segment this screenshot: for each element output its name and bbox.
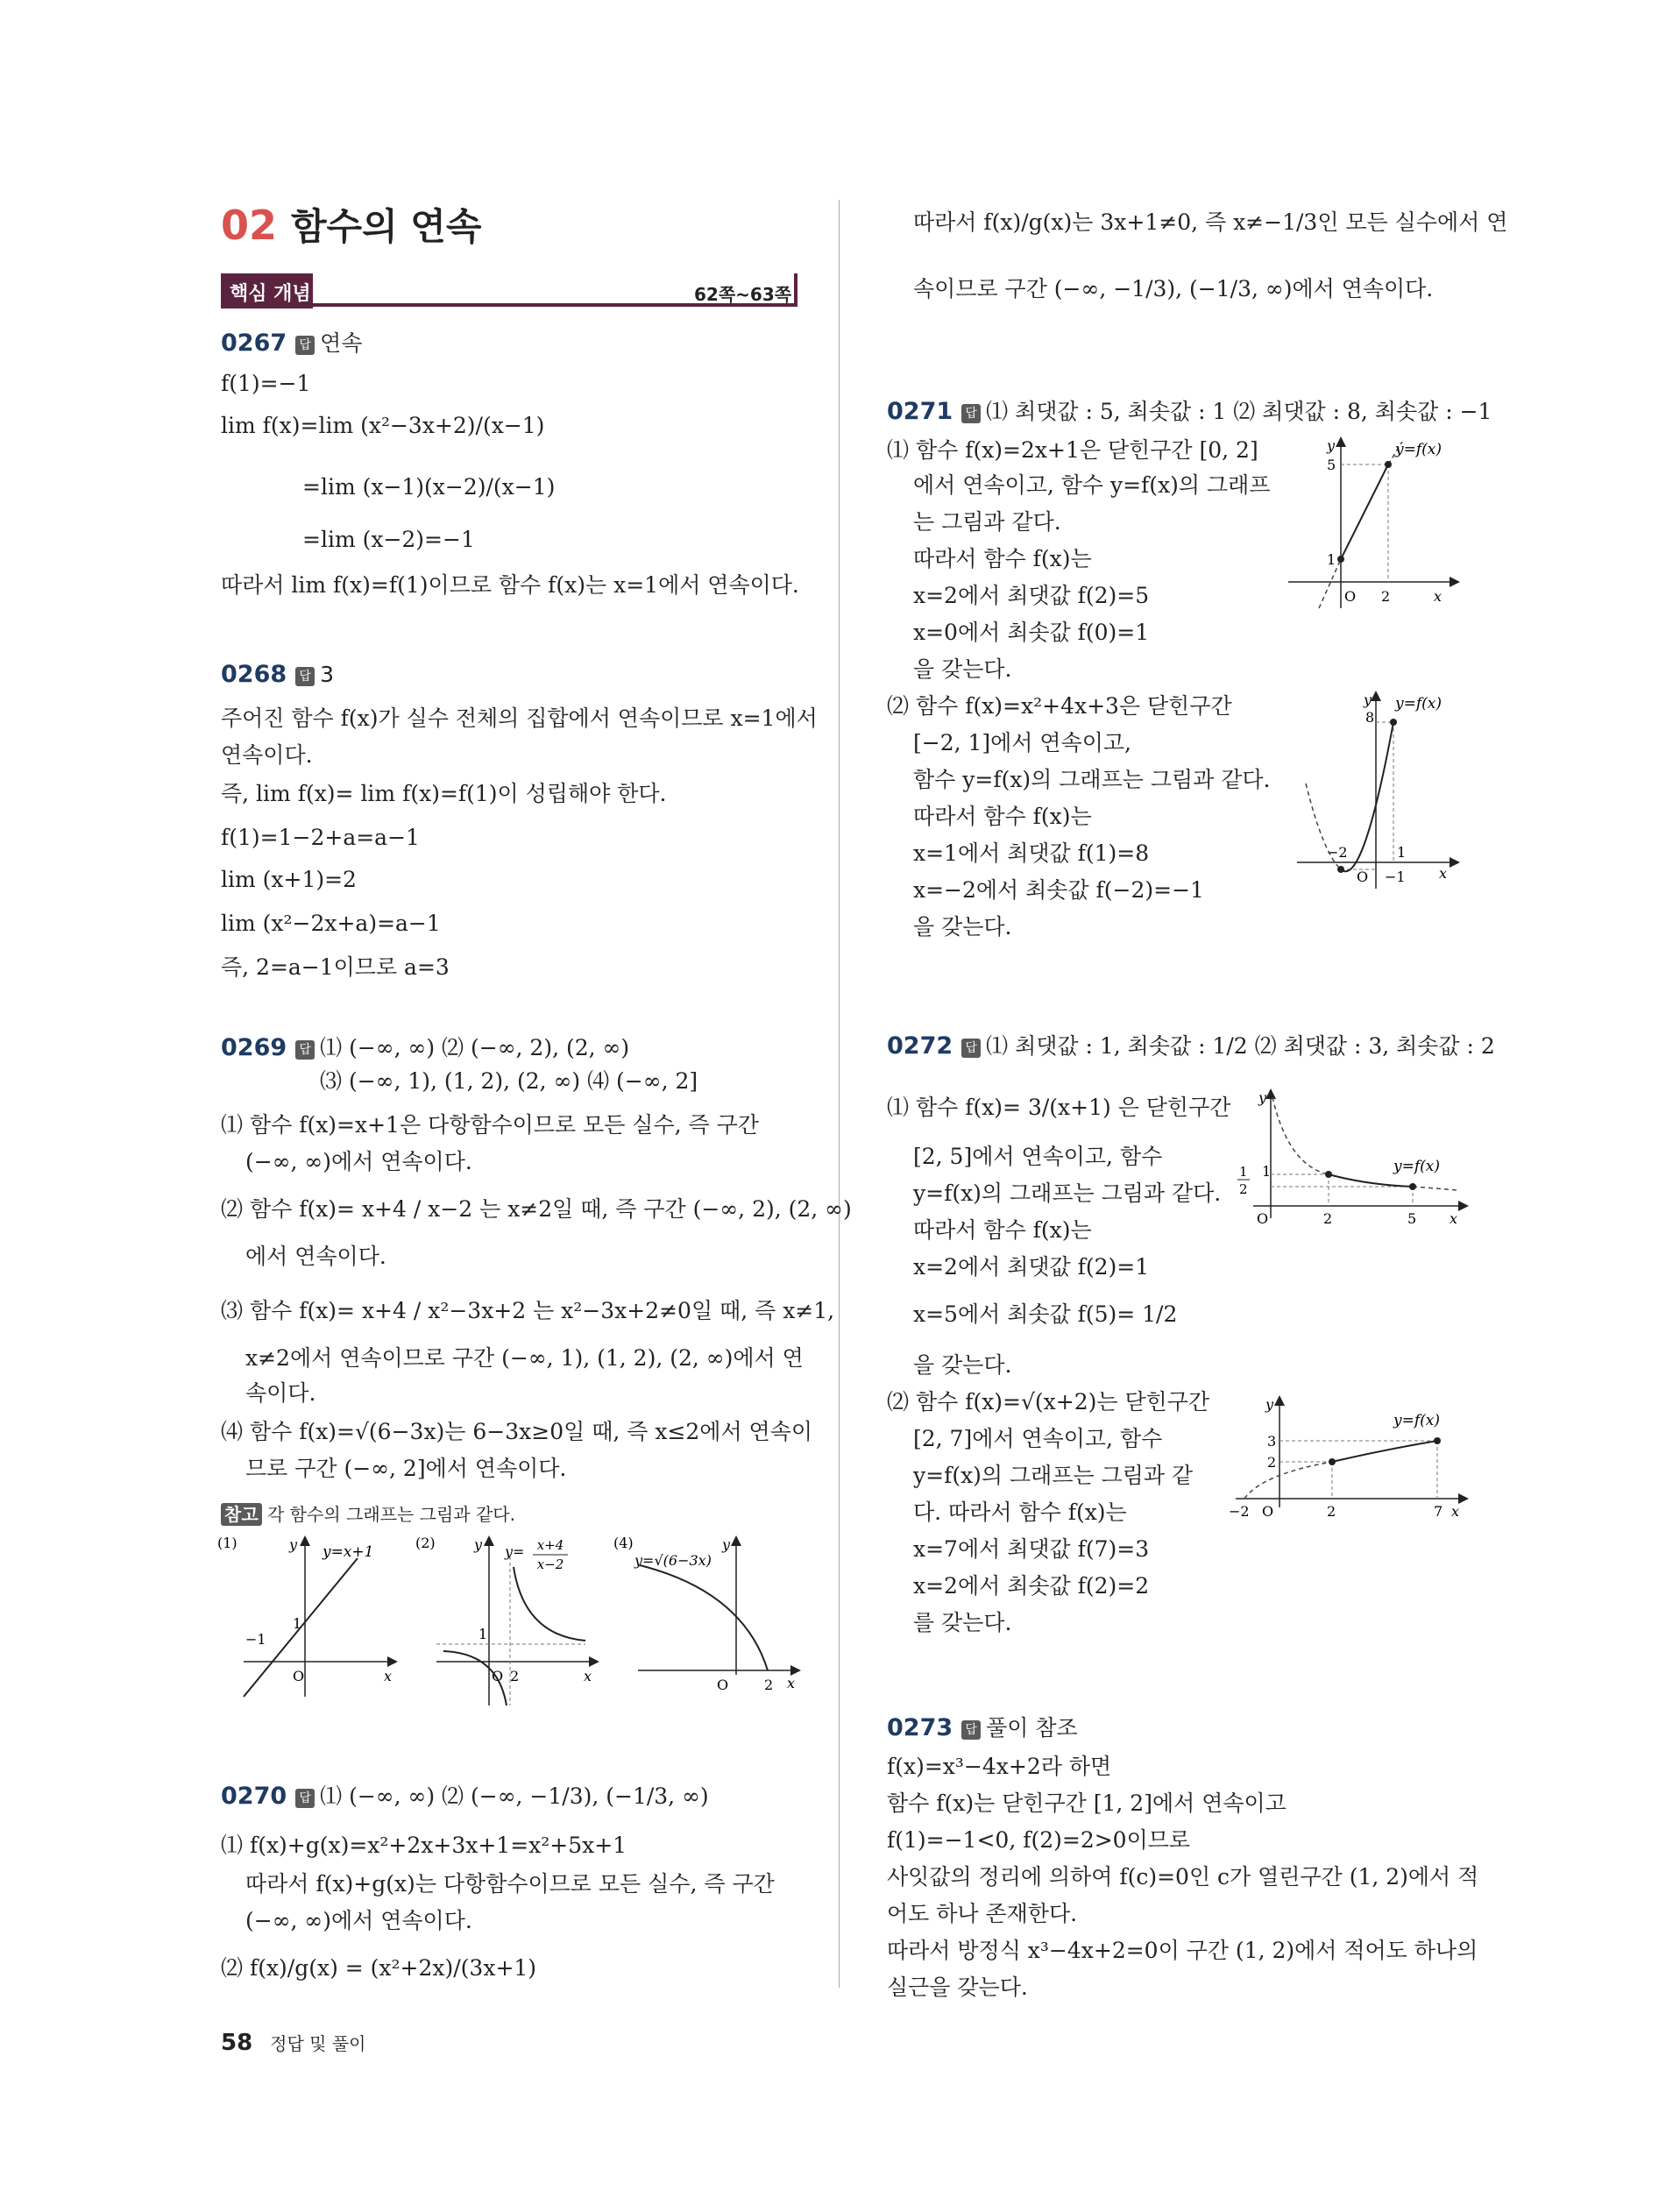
p0268-line: lim (x+1)=2: [221, 867, 357, 892]
problem-number: 0271: [887, 398, 953, 425]
answer-text: 3: [320, 662, 335, 687]
p0268-line: f(1)=1−2+a=a−1: [221, 825, 420, 850]
concept-label: 핵심 개념: [230, 283, 311, 305]
graph-2-label: y=: [505, 1543, 525, 1560]
svg-text:−2: −2: [1229, 1503, 1250, 1520]
p0272-line: 를 갖는다.: [913, 1610, 1012, 1635]
p0272-line: 다. 따라서 함수 f(x)는: [913, 1500, 1127, 1525]
svg-text:2: 2: [1323, 1210, 1333, 1227]
svg-text:y=f(x): y=f(x): [1393, 1412, 1440, 1429]
svg-text:−2: −2: [1327, 844, 1348, 861]
p0269-note: [221, 1500, 515, 1526]
page-number: 58: [221, 2030, 253, 2056]
graph-label-3: (4): [613, 1535, 634, 1551]
p0272-line: [2, 5]에서 연속이고, 함수: [913, 1144, 1163, 1169]
p0271-line: 따라서 함수 f(x)는: [913, 804, 1092, 829]
p0272-graph-2: [1218, 1393, 1472, 1525]
p0272-line: ⑵ 함수 f(x)=√(x+2)는 닫힌구간: [887, 1389, 1210, 1415]
answer-badge: 답: [295, 1040, 315, 1060]
svg-text:y: y: [474, 1536, 483, 1553]
p0272-line: x=2에서 최솟값 f(2)=2: [913, 1573, 1150, 1599]
p0273-line: 사잇값의 정리에 의하여 f(c)=0인 c가 열린구간 (1, 2)에서 적: [887, 1864, 1479, 1890]
footer-label: 정답 및 풀이: [270, 2033, 366, 2054]
problem-0270-header: [221, 1779, 709, 1814]
p0273-line: 어도 하나 존재한다.: [887, 1901, 1078, 1926]
column-divider: [839, 200, 840, 1988]
p0270-line: ⑴ f(x)+g(x)=x²+2x+3x+1=x²+5x+1: [221, 1833, 627, 1858]
p0272-line: x=5에서 최솟값 f(5)= 1/2: [913, 1301, 1178, 1327]
p0269-line: (−∞, ∞)에서 연속이다.: [245, 1149, 472, 1174]
answer-badge: 답: [295, 1789, 315, 1808]
p0273-line: 따라서 방정식 x³−4x+2=0이 구간 (1, 2)에서 적어도 하나의: [887, 1938, 1478, 1963]
svg-text:y=f(x): y=f(x): [1393, 1158, 1440, 1175]
p0271-graph-1: [1279, 433, 1472, 617]
answer-text: ⑴ 최댓값 : 1, 최솟값 : 1/2 ⑵ 최댓값 : 3, 최솟값 : 2: [986, 1033, 1495, 1059]
svg-text:x−2: x−2: [536, 1556, 564, 1572]
p0271-line: x=2에서 최댓값 f(2)=5: [913, 583, 1150, 608]
p0272-line: 을 갖는다.: [913, 1352, 1012, 1378]
p0270-line: (−∞, ∞)에서 연속이다.: [245, 1908, 472, 1933]
p0269-graphs: [217, 1530, 805, 1714]
p0272-line: y=f(x)의 그래프는 그림과 같다.: [913, 1181, 1222, 1206]
graph-1-label: y=x+1: [323, 1543, 374, 1561]
svg-text:−1: −1: [1385, 869, 1406, 885]
section-heading: 함수의 연속: [290, 205, 482, 248]
svg-text:x: x: [1450, 1210, 1458, 1227]
concept-bar: [221, 273, 797, 308]
problem-0273-header: [887, 1711, 1078, 1742]
answer-text: ⑴ (−∞, ∞) ⑵ (−∞, 2), (2, ∞): [320, 1035, 630, 1060]
problem-number: 0267: [221, 330, 287, 357]
svg-text:O: O: [293, 1668, 305, 1684]
svg-text:1: 1: [1239, 1164, 1248, 1180]
svg-text:2: 2: [1239, 1181, 1248, 1197]
svg-text:1: 1: [478, 1626, 488, 1642]
problem-0269-header: [221, 1031, 629, 1062]
p0271-line: 는 그림과 같다.: [913, 509, 1061, 535]
graph-label-1: (1): [217, 1535, 237, 1551]
svg-text:O: O: [492, 1668, 504, 1684]
svg-text:x+4: x+4: [536, 1537, 564, 1553]
problem-number: 0272: [887, 1032, 953, 1060]
answer-text: ⑴ (−∞, ∞) ⑵ (−∞, −1/3), (−1/3, ∞): [320, 1783, 709, 1809]
graph-3-curve: [640, 1565, 768, 1670]
svg-text:y: y: [289, 1536, 298, 1553]
svg-text:x: x: [1451, 1503, 1460, 1520]
p0271-line: x=1에서 최댓값 f(1)=8: [913, 840, 1150, 866]
svg-text:2: 2: [1381, 588, 1391, 605]
p0269-line: ⑷ 함수 f(x)=√(6−3x)는 6−3x≥0일 때, 즉 x≤2에서 연속이: [221, 1419, 812, 1444]
svg-text:1: 1: [1397, 844, 1407, 861]
svg-text:O: O: [1257, 1210, 1269, 1227]
p0273-line: f(x)=x³−4x+2라 하면: [887, 1754, 1112, 1779]
svg-text:1: 1: [1327, 551, 1336, 568]
p0271-line: 을 갖는다.: [913, 656, 1012, 682]
p0272-line: ⑴ 함수 f(x)= 3/(x+1) 은 닫힌구간: [887, 1095, 1231, 1120]
svg-text:y=f(x): y=f(x): [1395, 695, 1442, 713]
p0271-line: x=0에서 최솟값 f(0)=1: [913, 620, 1150, 645]
problem-number: 0270: [221, 1783, 287, 1810]
svg-text:2: 2: [510, 1668, 520, 1684]
answer-badge: 답: [961, 1039, 981, 1058]
p0271-line: 을 갖는다.: [913, 914, 1012, 939]
p0272-line: 따라서 함수 f(x)는: [913, 1217, 1092, 1243]
answer-badge: 답: [961, 404, 981, 423]
p0272-graph-1: [1227, 1087, 1472, 1236]
svg-text:y: y: [1265, 1396, 1274, 1413]
p0271-line: ⑴ 함수 f(x)=2x+1은 닫힌구간 [0, 2]: [887, 437, 1258, 463]
p0269-line: ⑴ 함수 f(x)=x+1은 다항함수이므로 모든 실수, 즉 구간: [221, 1112, 759, 1138]
graph-label-2: (2): [415, 1535, 436, 1551]
p0267-line: f(1)=−1: [221, 371, 311, 396]
p0271-line: x=−2에서 최솟값 f(−2)=−1: [913, 877, 1204, 903]
svg-text:O: O: [1262, 1503, 1274, 1520]
p0268-line: 주어진 함수 f(x)가 실수 전체의 집합에서 연속이므로 x=1에서: [221, 705, 818, 731]
answer-badge: 답: [295, 667, 315, 686]
note-text: 각 함수의 그래프는 그림과 같다.: [267, 1504, 515, 1525]
footer: [221, 2030, 365, 2056]
p0269-line: ⑵ 함수 f(x)= x+4 / x−2 는 x≠2일 때, 즉 구간 (−∞, 2), (2, ∞): [221, 1196, 852, 1222]
svg-text:2: 2: [1327, 1503, 1336, 1520]
svg-text:y: y: [1364, 691, 1372, 708]
p0268-line: lim (x²−2x+a)=a−1: [221, 911, 441, 936]
p0272-line: x=2에서 최댓값 f(2)=1: [913, 1254, 1150, 1280]
svg-text:x: x: [787, 1675, 796, 1691]
svg-text:3: 3: [1267, 1433, 1277, 1450]
svg-text:1: 1: [1262, 1163, 1272, 1180]
p0273-line: f(1)=−1<0, f(2)=2>0이므로: [887, 1827, 1191, 1853]
p0273-line: 함수 f(x)는 닫힌구간 [1, 2]에서 연속이고: [887, 1790, 1287, 1816]
p0271-graph-2: [1288, 687, 1464, 889]
answer-text: 풀이 참조: [986, 1715, 1078, 1741]
p0271-line: 에서 연속이고, 함수 y=f(x)의 그래프: [913, 472, 1271, 498]
graph-3-label: y=√(6−3x): [634, 1552, 712, 1569]
answer-text: ⑴ 최댓값 : 5, 최솟값 : 1 ⑵ 최댓값 : 8, 최솟값 : −1: [986, 399, 1492, 424]
p0271-line: 따라서 함수 f(x)는: [913, 546, 1092, 571]
svg-text:y: y: [722, 1536, 731, 1553]
p0269-answer-line2: ⑶ (−∞, 1), (1, 2), (2, ∞) ⑷ (−∞, 2]: [320, 1068, 698, 1094]
problem-0267-header: [221, 326, 362, 358]
p0267-line: =lim (x−2)=−1: [302, 527, 475, 552]
answer-badge: 답: [961, 1720, 981, 1740]
p0269-line: 므로 구간 (−∞, 2]에서 연속이다.: [245, 1456, 567, 1481]
p0272-line: y=f(x)의 그래프는 그림과 같: [913, 1463, 1194, 1488]
svg-text:O: O: [717, 1677, 729, 1693]
p0272-line: [2, 7]에서 연속이고, 함수: [913, 1426, 1163, 1451]
problem-0268-header: [221, 661, 334, 688]
problem-0271-header: [887, 394, 1492, 426]
p0270-line: 따라서 f(x)/g(x)는 3x+1≠0, 즉 x≠−1/3인 모든 실수에서 연: [913, 209, 1508, 235]
svg-text:x: x: [384, 1668, 393, 1684]
p0268-line: 즉, 2=a−1이므로 a=3: [221, 954, 450, 980]
svg-text:2: 2: [1267, 1454, 1277, 1471]
p0272-line: x=7에서 최댓값 f(7)=3: [913, 1536, 1150, 1562]
section-number: 02: [221, 202, 278, 249]
p0267-line: =lim (x−1)(x−2)/(x−1): [302, 474, 556, 500]
p0270-line: 따라서 f(x)+g(x)는 다항함수이므로 모든 실수, 즉 구간: [245, 1871, 775, 1897]
p0269-line: 속이다.: [245, 1380, 316, 1406]
graph-2-curve-left: [443, 1651, 507, 1705]
svg-text:−1: −1: [245, 1631, 266, 1648]
p0268-line: 즉, lim f(x)= lim f(x)=f(1)이 성립해야 한다.: [221, 781, 667, 806]
p0271-line: ⑵ 함수 f(x)=x²+4x+3은 닫힌구간: [887, 693, 1232, 719]
p0273-line: 실근을 갖는다.: [887, 1975, 1028, 2000]
svg-text:y: y: [1258, 1089, 1267, 1106]
svg-text:7: 7: [1434, 1503, 1443, 1520]
note-tag: 참고: [221, 1503, 262, 1526]
p0267-line: 따라서 lim f(x)=f(1)이므로 함수 f(x)는 x=1에서 연속이다.: [221, 572, 799, 598]
svg-text:y: y: [1327, 437, 1336, 454]
svg-text:5: 5: [1407, 1210, 1417, 1227]
svg-text:x: x: [584, 1668, 592, 1684]
p0269-line: 에서 연속이다.: [245, 1244, 386, 1269]
p0268-line: 연속이다.: [221, 742, 313, 768]
answer-text: 연속: [320, 330, 363, 356]
p0269-line: x≠2에서 연속이므로 구간 (−∞, 1), (1, 2), (2, ∞)에서 연: [245, 1345, 804, 1371]
answer-badge: 답: [295, 336, 315, 355]
svg-text:y=f(x): y=f(x): [1395, 441, 1442, 458]
p0271-line: [−2, 1]에서 연속이고,: [913, 730, 1131, 755]
concept-pages: 62쪽~63쪽: [694, 284, 792, 305]
svg-text:8: 8: [1365, 709, 1375, 726]
svg-text:1: 1: [293, 1615, 302, 1632]
svg-text:O: O: [1357, 869, 1369, 885]
p0271-line: 함수 y=f(x)의 그래프는 그림과 같다.: [913, 767, 1271, 792]
problem-0272-header: [887, 1029, 1495, 1060]
problem-number: 0269: [221, 1034, 287, 1061]
p0267-line: lim f(x)=lim (x²−3x+2)/(x−1): [221, 413, 545, 438]
svg-text:5: 5: [1327, 457, 1336, 473]
section-title: [221, 198, 481, 251]
problem-number: 0273: [887, 1714, 953, 1741]
p0269-line: ⑶ 함수 f(x)= x+4 / x²−3x+2 는 x²−3x+2≠0일 때, 즉 x≠1,: [221, 1298, 835, 1323]
p0270-line: 속이므로 구간 (−∞, −1/3), (−1/3, ∞)에서 연속이다.: [913, 276, 1434, 301]
svg-text:O: O: [1344, 588, 1357, 605]
svg-text:2: 2: [764, 1677, 774, 1693]
graph-2-curve-right: [514, 1567, 585, 1641]
svg-text:x: x: [1439, 865, 1448, 882]
problem-number: 0268: [221, 661, 287, 688]
p0270-line: ⑵ f(x)/g(x) = (x²+2x)/(3x+1): [221, 1955, 537, 1981]
svg-text:x: x: [1434, 588, 1443, 605]
